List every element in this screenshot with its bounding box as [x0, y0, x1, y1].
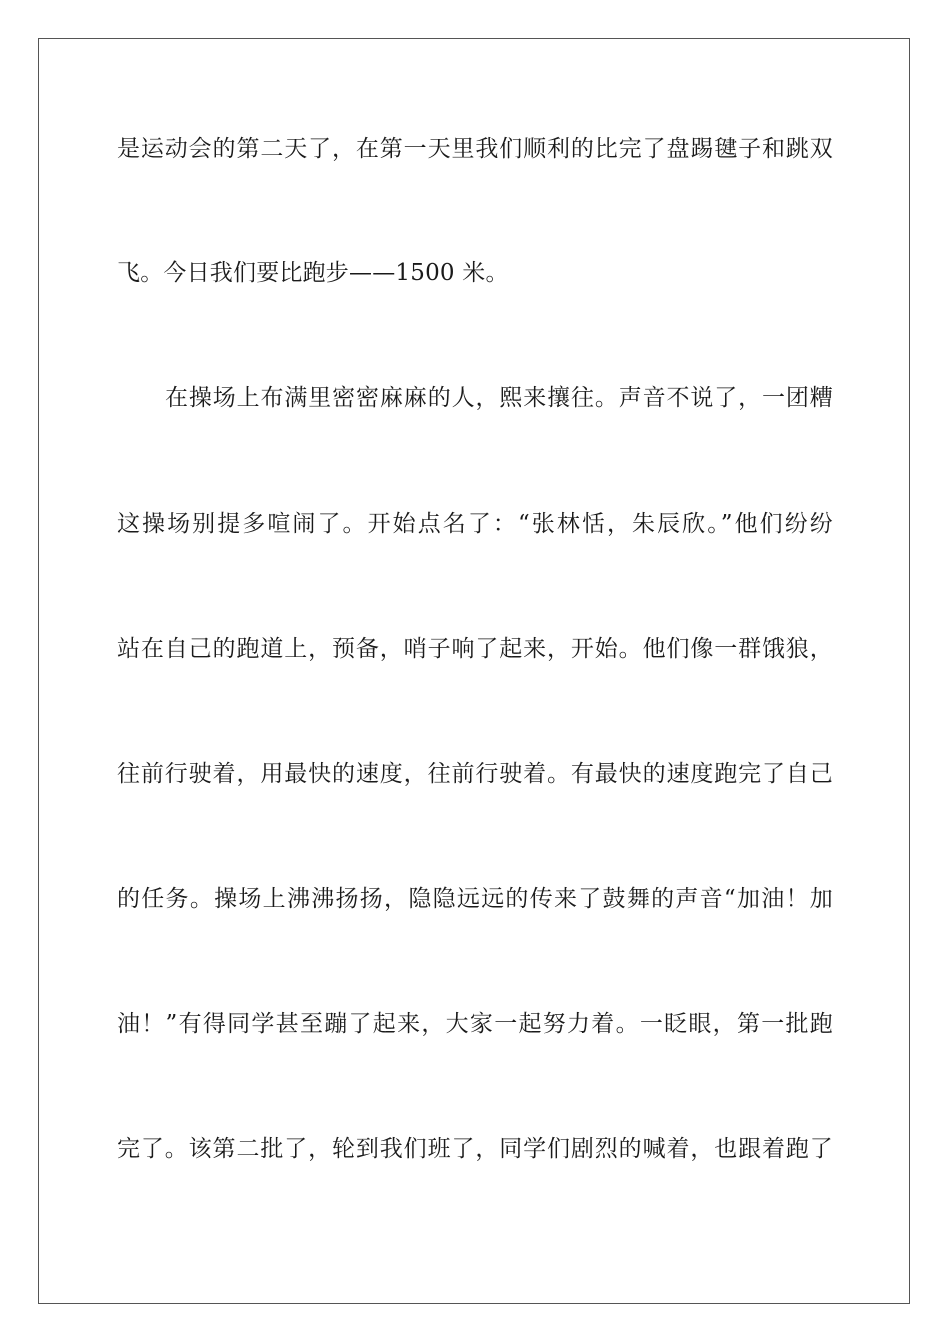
text-line: 的任务。操场上沸沸扬扬，隐隐远远的传来了鼓舞的声音“加油！加 — [117, 886, 833, 912]
text-line: 站在自己的跑道上，预备，哨子响了起来，开始。他们像一群饿狼， — [117, 636, 833, 662]
text-line: 往前行驶着，用最快的速度，往前行驶着。有最快的速度跑完了自己 — [117, 761, 833, 787]
text-line: 油！”有得同学甚至蹦了起来，大家一起努力着。一眨眼，第一批跑 — [117, 1011, 833, 1037]
page-border — [38, 38, 910, 1304]
text-line: 这操场别提多喧闹了。开始点名了：“张林恬，朱辰欣。”他们纷纷 — [117, 511, 833, 537]
text-line: 是运动会的第二天了，在第一天里我们顺利的比完了盘踢毽子和跳双 — [117, 136, 833, 162]
paragraph-first-line: 在操场上布满里密密麻麻的人，熙来攘往。声音不说了，一团糟 — [165, 385, 833, 411]
text-line: 飞。今日我们要比跑步——1500 米。 — [117, 260, 509, 286]
text-line: 完了。该第二批了，轮到我们班了，同学们剧烈的喊着，也跟着跑了 — [117, 1136, 833, 1162]
